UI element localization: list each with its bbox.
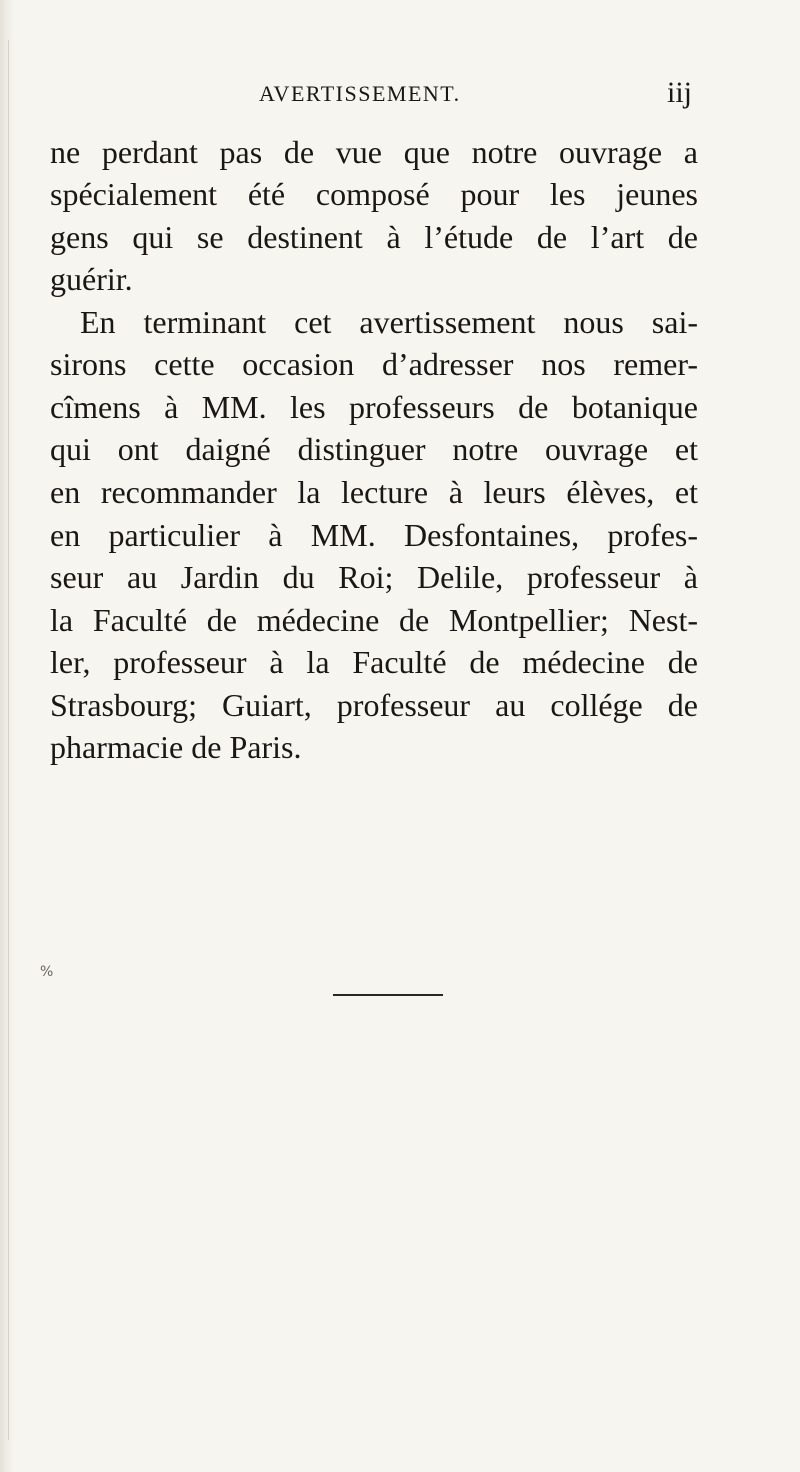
page-binding-edge xyxy=(0,0,14,1472)
stray-mark: % xyxy=(40,964,54,980)
page-number: iij xyxy=(667,76,693,109)
text-line: ne perdant pas de vue que notre ouvrage a xyxy=(50,134,698,170)
text-line: cîmens à MM. les professeurs de botanique xyxy=(50,389,698,425)
text-line: En terminant cet avertissement nous sai- xyxy=(80,304,698,340)
text-line: la Faculté de médecine de Montpellier; Nest- xyxy=(50,602,698,638)
text-line: Strasbourg; Guiart, professeur au collége de xyxy=(50,687,698,723)
text-line: en recommander la lecture à leurs élèves, et xyxy=(50,474,698,510)
text-line: pharmacie de Paris. xyxy=(50,729,302,765)
text-line: qui ont daigné distinguer notre ouvrage et xyxy=(50,431,698,467)
text-line: spécialement été composé pour les jeunes xyxy=(50,176,698,212)
running-title: AVERTISSEMENT. xyxy=(259,81,461,106)
page-edge-line xyxy=(8,40,9,1440)
end-rule xyxy=(333,994,443,996)
text-line: en particulier à MM. Desfontaines, profes- xyxy=(50,517,698,553)
text-line: gens qui se destinent à l’étude de l’art de xyxy=(50,219,698,255)
text-line: guérir. xyxy=(50,261,133,297)
text-line: sirons cette occasion d’adresser nos remer- xyxy=(50,346,698,382)
text-line: seur au Jardin du Roi; Delile, professeur à xyxy=(50,559,698,595)
text-line: ler, professeur à la Faculté de médecine de xyxy=(50,644,698,680)
running-head xyxy=(0,78,800,118)
